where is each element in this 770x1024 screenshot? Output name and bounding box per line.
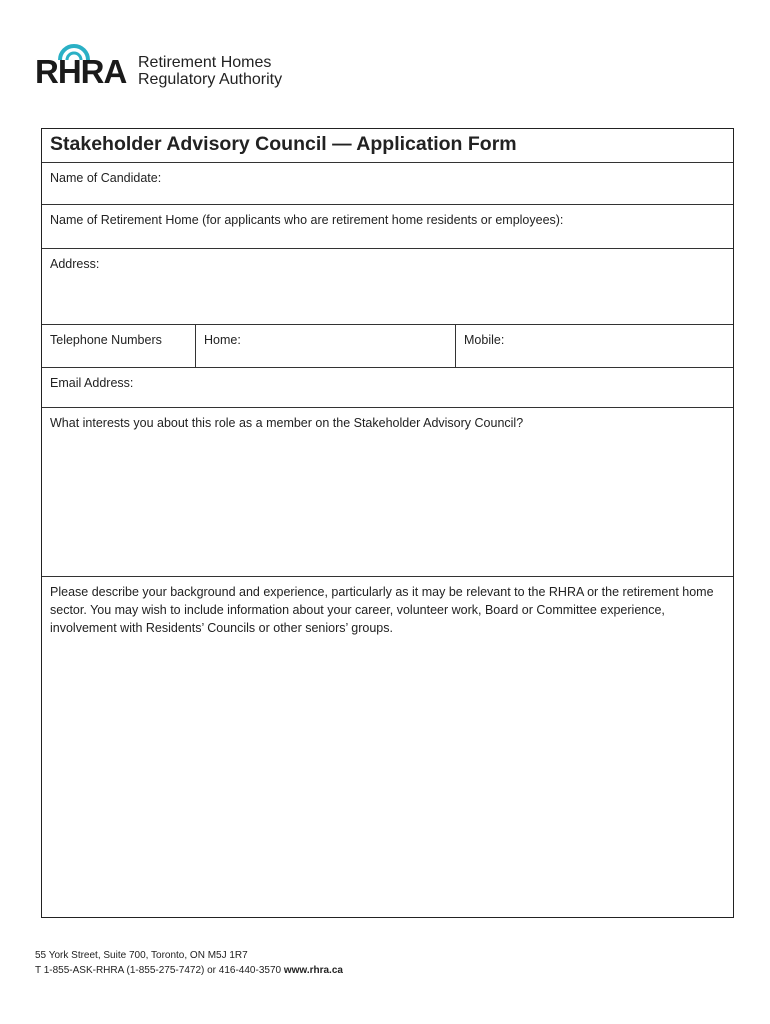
logo-line-2: Regulatory Authority [138, 71, 283, 88]
candidate-name-label: Name of Candidate: [50, 171, 162, 185]
retirement-home-field[interactable] [42, 205, 733, 249]
logo-line-1: Retirement Homes [138, 54, 272, 71]
footer-phone: T 1-855-ASK-RHRA (1-855-275-7472) or 416-440-3570 [35, 965, 282, 976]
retirement-home-label: Name of Retirement Home (for applicants who are retirement home residents or employees): [50, 213, 564, 227]
email-label: Email Address: [50, 376, 134, 390]
telephone-label: Telephone Numbers [50, 333, 162, 347]
mobile-phone-label: Mobile: [464, 333, 505, 347]
form-title-row [42, 129, 733, 163]
background-label: Please describe your background and experience, particularly as it may be relevant to the RHRA or the retirement home sector. You may wish to include information about your career, volunteer work, Board or Committee experience, involvement with Residents’ Councils or other seniors’ groups. [50, 585, 714, 635]
logo-acronym: RHRA [35, 53, 127, 90]
email-field[interactable] [42, 368, 733, 408]
background-field[interactable] [42, 577, 733, 917]
interest-label: What interests you about this role as a member on the Stakeholder Advisory Council? [50, 416, 524, 430]
footer-address: 55 York Street, Suite 700, Toronto, ON M5J 1R7 [35, 950, 248, 961]
logo-mark [35, 44, 135, 94]
footer-contact [35, 963, 343, 978]
home-phone-label: Home: [204, 333, 241, 347]
interest-field[interactable] [42, 408, 733, 577]
address-field[interactable] [42, 249, 733, 325]
address-label: Address: [50, 257, 100, 271]
application-form [41, 128, 734, 918]
telephone-row [42, 325, 733, 368]
mobile-phone-field[interactable] [455, 325, 733, 367]
footer-website[interactable]: www.rhra.ca [283, 965, 343, 976]
candidate-name-field[interactable] [42, 163, 733, 205]
form-title: Stakeholder Advisory Council — Application Form [50, 133, 517, 155]
logo-text [138, 54, 338, 88]
footer [35, 948, 343, 978]
